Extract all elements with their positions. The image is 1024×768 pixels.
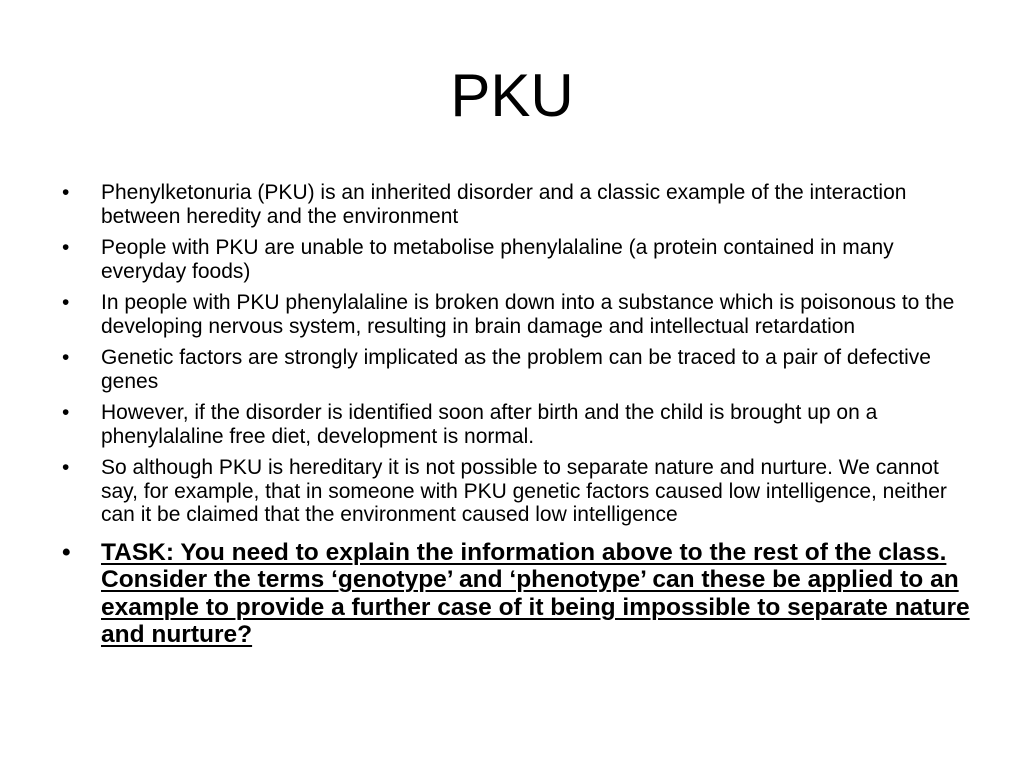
- bullet-text: In people with PKU phenylalaline is broken down into a substance which is poisonous to the developing nervous system, resulting in brain damage and intellectual retardation: [101, 291, 955, 338]
- bullet-text: Phenylketonuria (PKU) is an inherited disorder and a classic example of the interaction between heredity and the environment: [101, 181, 907, 228]
- bullet-icon: •: [62, 236, 70, 259]
- bullet-text: Genetic factors are strongly implicated as the problem can be traced to a pair of defective genes: [101, 346, 931, 393]
- list-item: [62, 236, 972, 283]
- bullet-list: [62, 181, 972, 657]
- task-text: TASK: You need to explain the information above to the rest of the class. Consider the terms ‘genotype’ and ‘phenotype’ can these be applied to an example to provide a further case of it being impossible to separate nature and nurture?: [101, 538, 970, 648]
- slide-title: PKU: [450, 62, 574, 129]
- bullet-icon: •: [62, 401, 70, 424]
- list-item: [62, 456, 972, 527]
- bullet-text: So although PKU is hereditary it is not possible to separate nature and nurture. We cannot say, for example, that in someone with PKU genetic factors caused low intelligence, neither can it be claimed that the environment caused low intelligence: [101, 456, 947, 526]
- bullet-text: People with PKU are unable to metabolise phenylalaline (a protein contained in many everyday foods): [101, 236, 894, 283]
- bullet-icon: •: [62, 181, 70, 204]
- bullet-icon: •: [62, 346, 70, 369]
- bullet-icon: •: [62, 456, 70, 479]
- list-item: [62, 401, 972, 448]
- list-item: [62, 291, 972, 338]
- bullet-icon: •: [62, 291, 70, 314]
- list-item: [62, 181, 972, 228]
- bullet-text: However, if the disorder is identified soon after birth and the child is brought up on a phenylalaline free diet, development is normal.: [101, 401, 878, 448]
- bullet-icon: •: [62, 538, 71, 566]
- list-item: [62, 346, 972, 393]
- task-item: [62, 539, 972, 649]
